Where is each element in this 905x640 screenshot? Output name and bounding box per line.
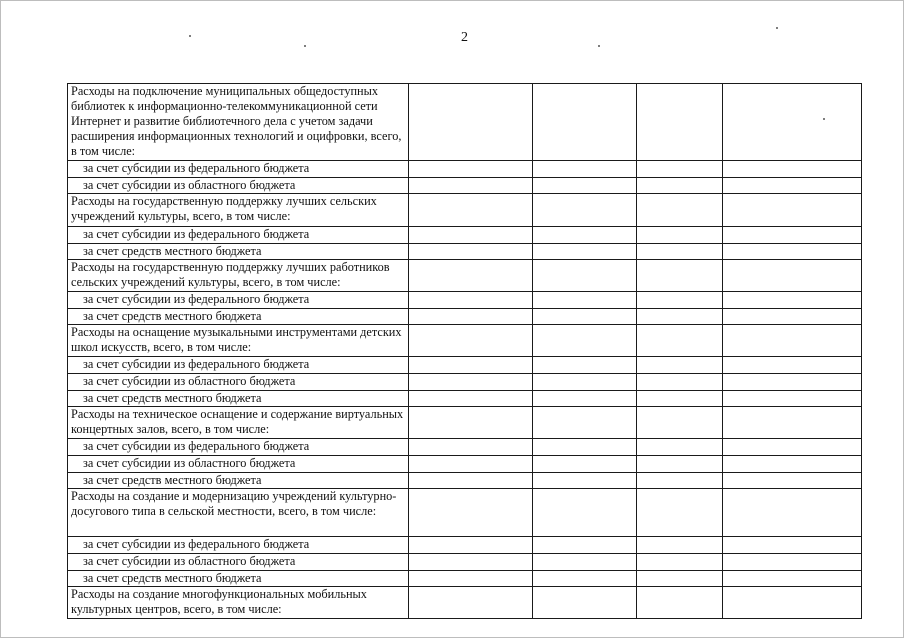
value-cell: [637, 537, 723, 554]
table-row: [68, 374, 862, 391]
scan-speck: [189, 35, 191, 37]
expense-category-label: Расходы на создание и модернизацию учреждений культурно-досугового типа в сельской местности, всего, в том числе:: [68, 489, 409, 537]
page-number: 2: [461, 30, 468, 45]
expense-category-label: Расходы на государственную поддержку лучших сельских учреждений культуры, всего, в том числе:: [68, 194, 409, 227]
funding-source-label: за счет субсидии из федерального бюджета: [68, 357, 409, 374]
value-cell: [723, 554, 862, 571]
table-row: [68, 194, 862, 227]
table-row: [68, 554, 862, 571]
value-cell: [723, 325, 862, 357]
table-row: [68, 325, 862, 357]
budget-table: [67, 83, 862, 619]
funding-source-label: за счет субсидии из областного бюджета: [68, 456, 409, 473]
value-cell: [533, 84, 637, 161]
value-cell: [723, 227, 862, 244]
value-cell: [533, 554, 637, 571]
value-cell: [533, 260, 637, 292]
value-cell: [723, 537, 862, 554]
value-cell: [409, 309, 533, 325]
value-cell: [723, 161, 862, 178]
table-row: [68, 161, 862, 178]
value-cell: [723, 357, 862, 374]
table-row: [68, 439, 862, 456]
value-cell: [723, 407, 862, 439]
value-cell: [409, 178, 533, 194]
scan-speck: [304, 45, 306, 47]
value-cell: [723, 439, 862, 456]
table-row: [68, 178, 862, 194]
value-cell: [533, 194, 637, 227]
funding-source-label: за счет субсидии из областного бюджета: [68, 374, 409, 391]
table-row: [68, 309, 862, 325]
value-cell: [533, 161, 637, 178]
value-cell: [409, 587, 533, 619]
value-cell: [723, 456, 862, 473]
table-row: [68, 84, 862, 161]
funding-source-label: за счет средств местного бюджета: [68, 391, 409, 407]
value-cell: [533, 587, 637, 619]
value-cell: [723, 391, 862, 407]
funding-source-label: за счет субсидии из федерального бюджета: [68, 537, 409, 554]
value-cell: [533, 456, 637, 473]
funding-source-label: за счет субсидии из федерального бюджета: [68, 292, 409, 309]
funding-source-label: за счет средств местного бюджета: [68, 571, 409, 587]
scan-speck: [776, 27, 778, 29]
value-cell: [637, 244, 723, 260]
value-cell: [533, 439, 637, 456]
expense-category-label: Расходы на техническое оснащение и содержание виртуальных концертных залов, всего, в том числе:: [68, 407, 409, 439]
value-cell: [637, 292, 723, 309]
value-cell: [409, 537, 533, 554]
value-cell: [409, 292, 533, 309]
value-cell: [409, 473, 533, 489]
scan-speck: [598, 45, 600, 47]
value-cell: [533, 407, 637, 439]
budget-table-body: [68, 84, 862, 619]
value-cell: [409, 439, 533, 456]
table-row: [68, 391, 862, 407]
value-cell: [723, 194, 862, 227]
value-cell: [637, 227, 723, 244]
table-row: [68, 537, 862, 554]
value-cell: [723, 587, 862, 619]
funding-source-label: за счет средств местного бюджета: [68, 244, 409, 260]
value-cell: [637, 554, 723, 571]
value-cell: [637, 407, 723, 439]
value-cell: [637, 473, 723, 489]
value-cell: [533, 473, 637, 489]
value-cell: [637, 357, 723, 374]
value-cell: [723, 244, 862, 260]
value-cell: [409, 407, 533, 439]
value-cell: [637, 571, 723, 587]
value-cell: [409, 260, 533, 292]
table-row: [68, 407, 862, 439]
funding-source-label: за счет субсидии из федерального бюджета: [68, 227, 409, 244]
value-cell: [409, 325, 533, 357]
table-row: [68, 292, 862, 309]
value-cell: [723, 489, 862, 537]
value-cell: [723, 84, 862, 161]
value-cell: [723, 309, 862, 325]
value-cell: [723, 178, 862, 194]
expense-category-label: Расходы на подключение муниципальных общедоступных библиотек к информационно-телекоммуникационной сети Интернет и развитие библиотечного дела с учетом задачи расширения информационных технологий и оцифровки, всего, в том числе:: [68, 84, 409, 161]
value-cell: [533, 292, 637, 309]
table-row: [68, 571, 862, 587]
value-cell: [637, 325, 723, 357]
table-row: [68, 456, 862, 473]
table-row: [68, 260, 862, 292]
value-cell: [533, 374, 637, 391]
table-row: [68, 357, 862, 374]
value-cell: [533, 391, 637, 407]
value-cell: [533, 357, 637, 374]
value-cell: [637, 456, 723, 473]
value-cell: [409, 357, 533, 374]
value-cell: [409, 391, 533, 407]
value-cell: [533, 325, 637, 357]
value-cell: [409, 194, 533, 227]
value-cell: [409, 554, 533, 571]
value-cell: [533, 571, 637, 587]
scan-speck: [823, 118, 825, 120]
value-cell: [637, 260, 723, 292]
value-cell: [723, 473, 862, 489]
value-cell: [723, 374, 862, 391]
value-cell: [409, 227, 533, 244]
funding-source-label: за счет субсидии из областного бюджета: [68, 178, 409, 194]
value-cell: [409, 244, 533, 260]
value-cell: [409, 489, 533, 537]
table-row: [68, 244, 862, 260]
value-cell: [409, 571, 533, 587]
expense-category-label: Расходы на оснащение музыкальными инструментами детских школ искусств, всего, в том числе:: [68, 325, 409, 357]
value-cell: [637, 161, 723, 178]
value-cell: [637, 84, 723, 161]
funding-source-label: за счет субсидии из федерального бюджета: [68, 439, 409, 456]
table-row: [68, 227, 862, 244]
table-row: [68, 587, 862, 619]
funding-source-label: за счет средств местного бюджета: [68, 309, 409, 325]
value-cell: [533, 178, 637, 194]
value-cell: [723, 571, 862, 587]
value-cell: [637, 194, 723, 227]
funding-source-label: за счет субсидии из федерального бюджета: [68, 161, 409, 178]
expense-category-label: Расходы на государственную поддержку лучших работников сельских учреждений культуры, всего, в том числе:: [68, 260, 409, 292]
value-cell: [637, 374, 723, 391]
table-row: [68, 489, 862, 537]
value-cell: [533, 489, 637, 537]
value-cell: [637, 178, 723, 194]
expense-category-label: Расходы на создание многофункциональных мобильных культурных центров, всего, в том числе:: [68, 587, 409, 619]
value-cell: [409, 456, 533, 473]
value-cell: [409, 374, 533, 391]
value-cell: [533, 537, 637, 554]
funding-source-label: за счет средств местного бюджета: [68, 473, 409, 489]
funding-source-label: за счет субсидии из областного бюджета: [68, 554, 409, 571]
value-cell: [637, 309, 723, 325]
value-cell: [637, 439, 723, 456]
table-row: [68, 473, 862, 489]
value-cell: [533, 244, 637, 260]
value-cell: [409, 161, 533, 178]
value-cell: [533, 227, 637, 244]
value-cell: [409, 84, 533, 161]
value-cell: [637, 587, 723, 619]
value-cell: [723, 260, 862, 292]
value-cell: [637, 391, 723, 407]
value-cell: [723, 292, 862, 309]
value-cell: [533, 309, 637, 325]
value-cell: [637, 489, 723, 537]
